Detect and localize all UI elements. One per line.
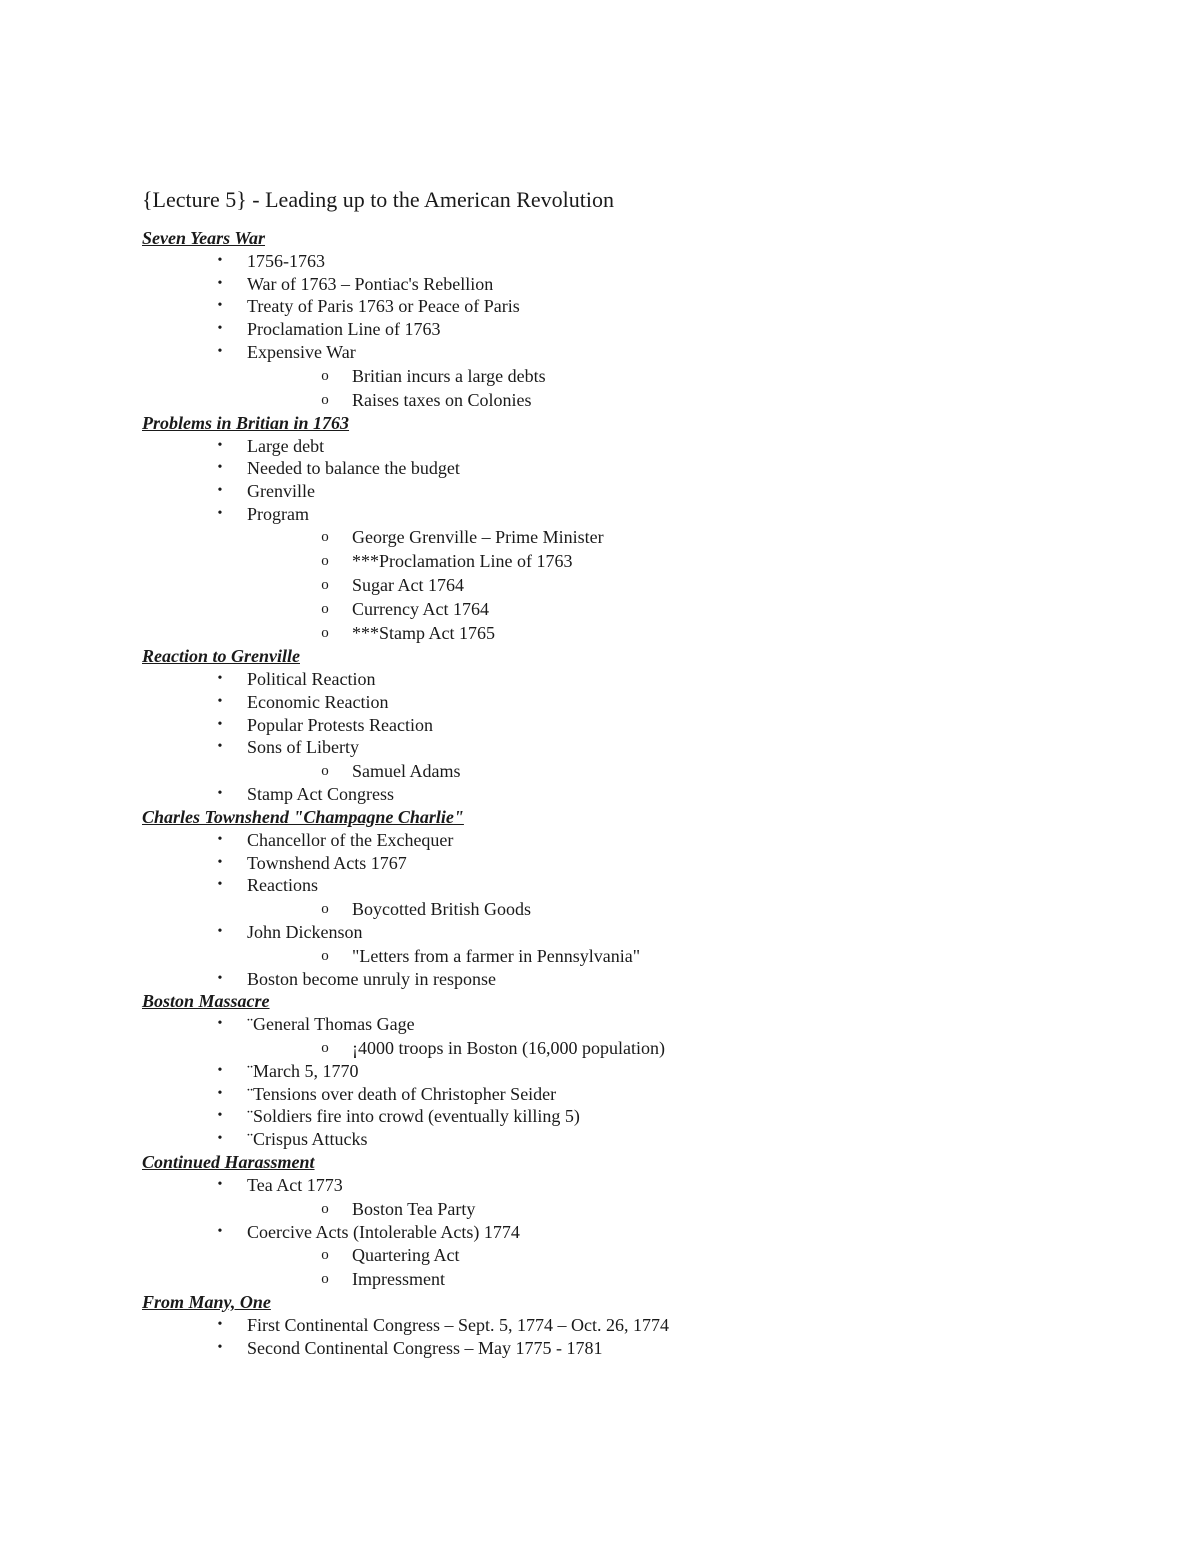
bullet-text: 1756-1763: [247, 251, 325, 271]
bullet-dot-icon: [210, 250, 230, 273]
sections-container: [142, 227, 1082, 1360]
bullet-item: [142, 668, 1082, 691]
bullet-item: [142, 318, 1082, 341]
outline-section: [142, 1151, 1082, 1291]
bullet-dot-icon: [210, 295, 230, 318]
bullet-dot-icon: [210, 921, 230, 944]
bullet-list: [142, 829, 1082, 991]
sub-bullet-text: Quartering Act: [352, 1245, 460, 1266]
bullet-item: [142, 295, 1082, 318]
bullet-text: Stamp Act Congress: [247, 784, 394, 805]
bullet-text: Coercive Acts (Intolerable Acts) 1774: [247, 1221, 520, 1242]
section-heading: Reaction to Grenville: [142, 646, 300, 667]
hollow-circle-bullet-icon: [315, 1197, 335, 1221]
bullet-dot-icon: [210, 736, 230, 759]
sub-bullet-item: [142, 549, 1082, 573]
bullet-dot-icon: [210, 480, 230, 503]
bullet-dot-icon: [210, 691, 230, 714]
sub-bullet-text: Samuel Adams: [352, 761, 461, 782]
bullet-dot-icon: [210, 1314, 230, 1337]
bullet-dot-icon: [210, 318, 230, 341]
bullet-text: Boston become unruly in response: [247, 968, 496, 989]
sub-bullet-text: Raises taxes on Colonies: [352, 389, 532, 410]
outline-section: [142, 645, 1082, 806]
bullet-item: [142, 1128, 1082, 1151]
bullet-dot-icon: [210, 852, 230, 875]
sub-bullet-item: [142, 364, 1082, 388]
bullet-item: [142, 852, 1082, 875]
bullet-dot-icon: [210, 1128, 230, 1151]
bullet-text: ¨General Thomas Gage: [247, 1014, 415, 1035]
outline-section: [142, 412, 1082, 646]
bullet-item: [142, 1083, 1082, 1106]
bullet-dot-icon: [210, 1060, 230, 1083]
bullet-item: [142, 874, 1082, 897]
bullet-item: [142, 435, 1082, 458]
bullet-dot-icon: [210, 1174, 230, 1197]
bullet-text: Large debt: [247, 435, 325, 456]
hollow-circle-bullet-icon: [315, 621, 335, 645]
bullet-text: ¨Crispus Attucks: [247, 1129, 368, 1150]
bullet-dot-icon: [210, 273, 230, 296]
bullet-text: Chancellor of the Exchequer: [247, 829, 454, 850]
bullet-list: [142, 250, 1082, 412]
document-page: [142, 185, 1082, 1360]
bullet-item: [142, 457, 1082, 480]
bullet-text: ¨Tensions over death of Christopher Seider: [247, 1083, 557, 1104]
hollow-circle-bullet-icon: [315, 944, 335, 968]
bullet-text: Popular Protests Reaction: [247, 714, 433, 735]
sub-bullet-text: Boycotted British Goods: [352, 898, 531, 919]
sub-bullet-text: George Grenville – Prime Minister: [352, 527, 604, 548]
bullet-item: [142, 736, 1082, 759]
sub-bullet-text: ***Stamp Act 1765: [352, 623, 495, 644]
bullet-dot-icon: [210, 783, 230, 806]
sub-bullet-item: [142, 1197, 1082, 1221]
bullet-text: ¨Soldiers fire into crowd (eventually killing 5): [247, 1106, 580, 1127]
bullet-dot-icon: [210, 1013, 230, 1036]
bullet-item: [142, 1221, 1082, 1244]
bullet-text: Grenville: [247, 480, 315, 501]
bullet-text: Townshend Acts 1767: [247, 852, 407, 873]
section-heading: Charles Townshend "Champagne Charlie": [142, 806, 464, 827]
hollow-circle-bullet-icon: [315, 897, 335, 921]
bullet-dot-icon: [210, 1337, 230, 1360]
sub-bullet-text: ***Proclamation Line of 1763: [352, 551, 573, 572]
bullet-item: [142, 1013, 1082, 1036]
bullet-dot-icon: [210, 1083, 230, 1106]
sub-bullet-text: Boston Tea Party: [352, 1198, 476, 1219]
bullet-text: ¨March 5, 1770: [247, 1061, 359, 1082]
bullet-item: [142, 1174, 1082, 1197]
bullet-item: [142, 691, 1082, 714]
bullet-item: [142, 1105, 1082, 1128]
bullet-text: Sons of Liberty: [247, 737, 359, 758]
hollow-circle-bullet-icon: [315, 759, 335, 783]
bullet-dot-icon: [210, 874, 230, 897]
bullet-item: [142, 968, 1082, 991]
sub-bullet-item: [142, 525, 1082, 549]
sub-bullet-text: ¡4000 troops in Boston (16,000 population): [352, 1038, 665, 1059]
bullet-list: [142, 1314, 1082, 1359]
section-heading: From Many, One: [142, 1292, 271, 1313]
sub-bullet-item: [142, 573, 1082, 597]
outline-section: [142, 1291, 1082, 1359]
bullet-text: Treaty of Paris 1763 or Peace of Paris: [247, 296, 520, 317]
sub-bullet-item: [142, 621, 1082, 645]
bullet-dot-icon: [210, 503, 230, 526]
bullet-dot-icon: [210, 968, 230, 991]
sub-bullet-text: Impressment: [352, 1269, 445, 1290]
sub-bullet-item: [142, 759, 1082, 783]
bullet-text: Program: [247, 503, 309, 524]
bullet-text: Political Reaction: [247, 669, 376, 690]
bullet-text: First Continental Congress – Sept. 5, 1774 – Oct. 26, 1774: [247, 1315, 669, 1336]
sub-bullet-item: [142, 388, 1082, 412]
bullet-dot-icon: [210, 457, 230, 480]
sub-bullet-item: [142, 1036, 1082, 1060]
bullet-item: [142, 714, 1082, 737]
sub-bullet-item: [142, 1267, 1082, 1291]
bullet-dot-icon: [210, 829, 230, 852]
outline-section: [142, 227, 1082, 412]
bullet-dot-icon: [210, 1105, 230, 1128]
bullet-dot-icon: [210, 714, 230, 737]
sub-bullet-item: [142, 597, 1082, 621]
bullet-item: [142, 273, 1082, 296]
hollow-circle-bullet-icon: [315, 525, 335, 549]
hollow-circle-bullet-icon: [315, 1267, 335, 1291]
bullet-text: Expensive War: [247, 341, 356, 362]
sub-bullet-item: [142, 1243, 1082, 1267]
bullet-text: Reactions: [247, 875, 318, 896]
page-title: {Lecture 5} - Leading up to the American Revolution: [142, 187, 614, 212]
bullet-dot-icon: [210, 1221, 230, 1244]
section-heading: Boston Massacre: [142, 991, 270, 1012]
bullet-item: [142, 1337, 1082, 1360]
sub-bullet-item: [142, 944, 1082, 968]
bullet-item: [142, 503, 1082, 526]
bullet-item: [142, 480, 1082, 503]
bullet-item: [142, 829, 1082, 852]
bullet-item: [142, 1314, 1082, 1337]
bullet-list: [142, 668, 1082, 806]
bullet-item: [142, 341, 1082, 364]
bullet-text: Economic Reaction: [247, 692, 389, 713]
sub-bullet-text: Currency Act 1764: [352, 599, 489, 620]
bullet-text: Second Continental Congress – May 1775 - 1781: [247, 1337, 603, 1358]
hollow-circle-bullet-icon: [315, 573, 335, 597]
hollow-circle-bullet-icon: [315, 364, 335, 388]
bullet-dot-icon: [210, 341, 230, 364]
bullet-text: Needed to balance the budget: [247, 458, 460, 479]
sub-bullet-text: Britian incurs a large debts: [352, 365, 546, 386]
hollow-circle-bullet-icon: [315, 388, 335, 412]
bullet-text: War of 1763 – Pontiac's Rebellion: [247, 273, 494, 294]
outline-section: [142, 806, 1082, 991]
sub-bullet-text: Sugar Act 1764: [352, 575, 464, 596]
bullet-item: [142, 783, 1082, 806]
bullet-item: [142, 250, 1082, 273]
hollow-circle-bullet-icon: [315, 1243, 335, 1267]
bullet-text: Tea Act 1773: [247, 1174, 343, 1195]
bullet-item: [142, 921, 1082, 944]
sub-bullet-item: [142, 897, 1082, 921]
bullet-dot-icon: [210, 668, 230, 691]
bullet-list: [142, 1013, 1082, 1151]
hollow-circle-bullet-icon: [315, 597, 335, 621]
bullet-text: Proclamation Line of 1763: [247, 319, 441, 340]
bullet-list: [142, 1174, 1082, 1291]
sub-bullet-text: "Letters from a farmer in Pennsylvania": [352, 945, 641, 966]
bullet-text: John Dickenson: [247, 921, 363, 942]
hollow-circle-bullet-icon: [315, 549, 335, 573]
hollow-circle-bullet-icon: [315, 1036, 335, 1060]
bullet-dot-icon: [210, 435, 230, 458]
bullet-list: [142, 435, 1082, 646]
outline-section: [142, 990, 1082, 1151]
section-heading: Problems in Britian in 1763: [142, 412, 350, 433]
section-heading: Continued Harassment: [142, 1151, 315, 1172]
bullet-item: [142, 1060, 1082, 1083]
section-heading: Seven Years War: [142, 228, 266, 248]
